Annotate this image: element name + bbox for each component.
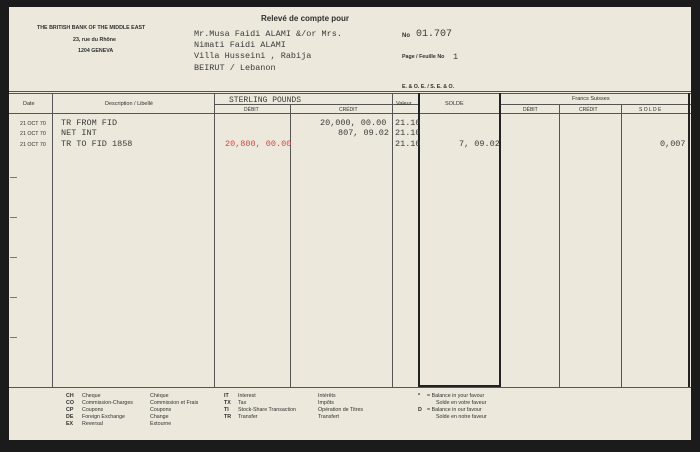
col-divider-credit	[392, 93, 393, 387]
table-right-border	[688, 93, 690, 387]
addressee-line-3: Villa Husseini , Rabija	[194, 51, 312, 61]
column-header-description: Description / Libellé	[105, 101, 153, 107]
bank-street: 23, rue du Rhône	[73, 37, 116, 43]
francs-subheader-line	[501, 104, 691, 105]
statement-title: Relevé de compte pour	[261, 14, 350, 23]
row-date: 21 OCT 70	[20, 142, 46, 148]
row-valeur: 21.10	[395, 128, 421, 138]
legend-french: Impôts	[318, 400, 334, 406]
page-label: Page / Feuille No	[402, 54, 445, 60]
legend-french: Opération de Titres	[318, 407, 364, 413]
legend-french: Intérêts	[318, 393, 336, 399]
legend-code: CO	[66, 400, 74, 406]
legend-english: Interest	[238, 393, 256, 399]
account-number: 01.707	[416, 29, 453, 40]
solde-box-bottom	[418, 385, 501, 387]
legend-english: = Balance in your favour	[427, 393, 485, 399]
column-header-valeur: Valeur	[396, 101, 412, 107]
column-header-francs: Francs Suisses	[572, 96, 610, 102]
addressee-line-2: Nimati Faidi ALAMI	[194, 40, 286, 50]
margin-tick	[10, 257, 17, 258]
row-valeur: 21.10	[395, 139, 421, 149]
addressee-line-4: BEIRUT / Lebanon	[194, 63, 276, 73]
row-description: NET INT	[61, 128, 97, 138]
column-header-fs-debit: DÉBIT	[523, 107, 538, 113]
column-header-debit: DÉBIT	[244, 107, 259, 113]
page-number: 1	[453, 52, 459, 62]
account-label: No	[402, 33, 410, 39]
legend-english: Commission-Charges	[82, 400, 133, 406]
margin-tick	[10, 337, 17, 338]
header-bottom-border	[9, 113, 691, 114]
row-fs-solde: 0,007	[660, 139, 686, 149]
legend-french: Transfert	[318, 414, 339, 420]
table-bottom-border	[9, 387, 691, 388]
row-date: 21 OCT 70	[20, 121, 46, 127]
legend-french: Solde en votre faveur	[436, 400, 487, 406]
row-credit: 20,000, 00.00	[320, 118, 387, 128]
legend-code: CH	[66, 393, 74, 399]
row-debit: 20,800, 00.00	[225, 139, 292, 149]
legend-english: = Balance in our favour	[427, 407, 482, 413]
col-divider-description	[214, 93, 215, 387]
margin-tick	[10, 297, 17, 298]
legend-code: DE	[66, 414, 74, 420]
row-description: TR FROM FID	[61, 118, 118, 128]
legend-code: CP	[66, 407, 74, 413]
legend-code: EX	[66, 421, 74, 427]
solde-box-right	[499, 93, 501, 386]
legend-french: Coupons	[150, 407, 172, 413]
legend-code: TR	[224, 414, 232, 420]
column-header-fs-solde: S O L D E	[639, 107, 662, 113]
legend-english: Coupons	[82, 407, 104, 413]
row-date: 21 OCT 70	[20, 131, 46, 137]
margin-tick	[10, 217, 17, 218]
legend-code: *	[418, 393, 421, 399]
addressee-line-1: Mr.Musa Faidi ALAMI &/or Mrs.	[194, 29, 342, 39]
row-valeur: 21.10	[395, 118, 421, 128]
legend-code: TX	[224, 400, 231, 406]
legend-french: Commission et Frais	[150, 400, 199, 406]
legend-french: Extourne	[150, 421, 172, 427]
bank-statement-page	[9, 7, 691, 440]
table-top-border	[9, 91, 691, 92]
bank-name: THE BRITISH BANK OF THE MIDDLE EAST	[37, 25, 146, 31]
legend-english: Reversal	[82, 421, 103, 427]
col-divider-fs-debit	[559, 104, 560, 387]
legend-french: Change	[150, 414, 169, 420]
eoe-note: E. & O. E. / S. E. & O.	[402, 84, 455, 90]
column-header-date: Date	[23, 101, 35, 107]
row-solde: 7, 09.02	[459, 139, 500, 149]
column-header-sterling: STERLING POUNDS	[229, 96, 302, 105]
table-top-border-2	[9, 93, 691, 94]
legend-french: Solde en notre faveur	[436, 414, 487, 420]
row-credit: 807, 09.02	[338, 128, 390, 138]
column-header-fs-credit: CRÉDIT	[579, 107, 598, 113]
column-header-solde: SOLDE	[445, 101, 464, 107]
legend-code: D	[418, 407, 422, 413]
legend-english: Transfer	[238, 414, 258, 420]
column-header-credit: CRÉDIT	[339, 107, 358, 113]
legend-english: Cheque	[82, 393, 101, 399]
legend-english: Tax	[238, 400, 247, 406]
col-divider-date	[52, 93, 53, 387]
col-divider-fs-credit	[621, 104, 622, 387]
legend-english: Stock-Share Transaction	[238, 407, 296, 413]
row-description: TR TO FID 1858	[61, 139, 133, 149]
legend-code: IT	[224, 393, 229, 399]
legend-french: Chèque	[150, 393, 169, 399]
legend-english: Foreign Exchange	[82, 414, 125, 420]
bank-city: 1204 GENEVA	[78, 48, 114, 54]
legend-code: TI	[224, 407, 229, 413]
margin-tick	[10, 177, 17, 178]
